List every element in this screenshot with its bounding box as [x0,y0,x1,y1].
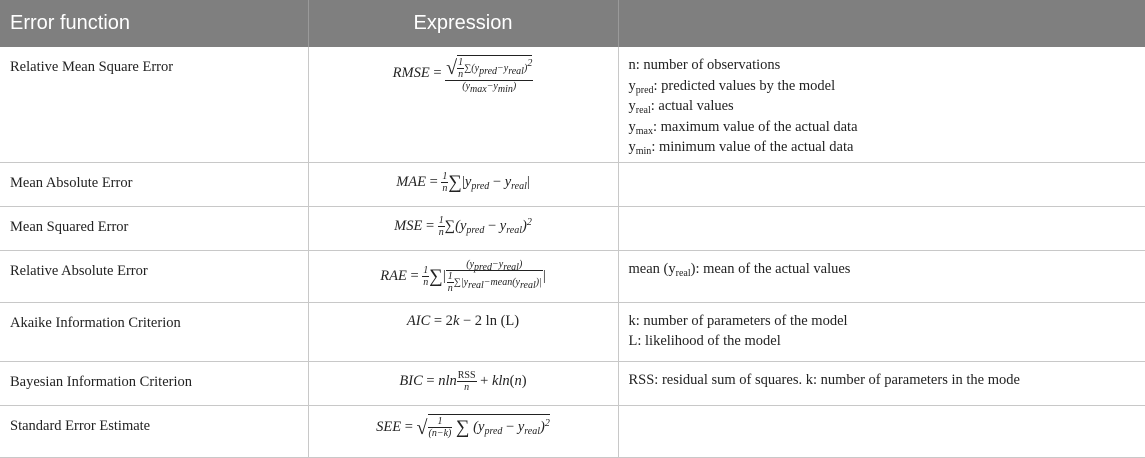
expression-bic: BIC = nln $\frac{\text{RSS}}{n}$ + kln(n) [308,361,618,405]
expression-mse: MSE = $\frac{1}{n}$ $\sum(y_{pred} - y_{real})^2$ [308,206,618,250]
table-row [0,47,1145,162]
notes-rae [618,250,1145,302]
error-function-name: Mean Squared Error [0,206,308,250]
error-function-name: Relative Mean Square Error [0,47,308,162]
note-line: $y_{pred}$: predicted values by the model [628,77,836,96]
notes-rmse [618,47,1145,162]
table-row [0,361,1145,405]
note-line: k: number of parameters of the model [628,312,848,329]
header-notes [618,0,1145,47]
expression-aic: AIC = 2k − 2 ln (L) [308,302,618,361]
error-function-name: Standard Error Estimate [0,405,308,457]
note-line: mean $(y_{real})$: mean of the actual values [628,260,851,279]
header-expression: Expression [308,0,618,47]
expression-rmse: RMSE = √ $\frac{1}{n}$ $\sum(y_{pred}-y_{real})^2$ $(y_{max}-y_{min})$ [308,47,618,162]
table-row [0,206,1145,250]
table-row [0,250,1145,302]
header-error-function: Error function [0,0,308,47]
error-function-name: Akaike Information Criterion [0,302,308,361]
note-line: RSS: residual sum of squares. k: number of parameters in the mode [628,371,1020,388]
expression-rae: RAE = $\frac{1}{n}$ ∑| $(y_{pred}-y_{real})$ $\frac{1}{n}$ $\sum|y_{real}-mean(y_{real})|$ | [308,250,618,302]
notes-aic [618,302,1145,361]
expression-lhs: RMSE [392,64,430,81]
note-line: $y_{min}$: minimum value of the actual data [628,139,854,157]
notes-see [618,405,1145,457]
table-row [0,405,1145,457]
table-row [0,302,1145,361]
error-function-name: Bayesian Information Criterion [0,361,308,405]
rmse-fraction: √ $\frac{1}{n}$ $\sum(y_{pred}-y_{real})^2$ $(y_{max}-y_{min})$ [446,56,533,95]
expression-see: SEE = √ $\frac{1}{(n-k)}$ ∑ $(y_{pred} - y_{real})^2$ [308,405,618,457]
notes-mse [618,206,1145,250]
notes-mae [618,162,1145,206]
note-line: L: likelihood of the model [628,333,781,349]
notes-bic [618,361,1145,405]
table-row [0,162,1145,206]
note-line: $y_{real}$: actual values [628,98,734,116]
note-line: n: number of observations [628,57,781,73]
expression-mae: MAE = $\frac{1}{n}$ $\sum|y_{pred} - y_{real}|$ [308,162,618,206]
error-function-name: Relative Absolute Error [0,250,308,302]
header-row [0,0,1145,47]
note-line: $y_{max}$: maximum value of the actual data [628,118,858,137]
error-function-name: Mean Absolute Error [0,162,308,206]
